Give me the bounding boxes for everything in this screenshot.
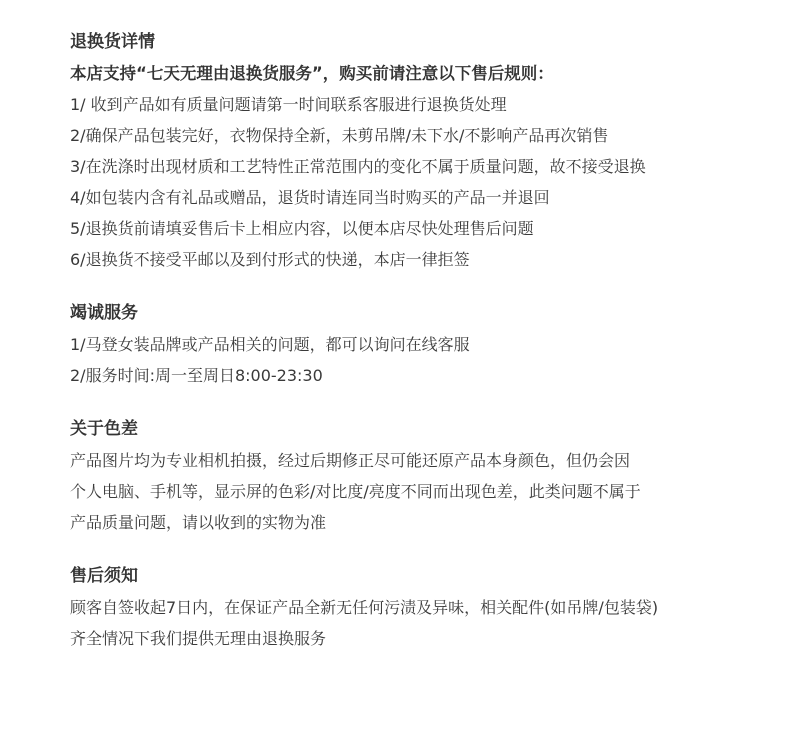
returns-rule-4: 4/如包装内含有礼品或赠品，退货时请连同当时购买的产品一并退回 [70, 188, 550, 207]
returns-section [70, 27, 770, 275]
returns-rule-6: 6/退换货不接受平邮以及到付形式的快递，本店一律拒签 [70, 250, 470, 269]
color-line-3: 产品质量问题，请以收到的实物为准 [70, 513, 327, 532]
aftersale-line-1: 顾客自签收起7日内，在保证产品全新无任何污渍及异味，相关配件(如吊牌/包装袋) [70, 598, 659, 617]
returns-rule-1: 1/ 收到产品如有质量问题请第一时间联系客服进行退换货处理 [70, 95, 507, 114]
service-section [70, 298, 770, 391]
section-spacer [70, 391, 770, 414]
color-line-1: 产品图片均为专业相机拍摄，经过后期修正尽可能还原产品本身颜色，但仍会因 [70, 451, 631, 470]
returns-title: 退换货详情 [70, 32, 155, 52]
returns-rule-5: 5/退换货前请填妥售后卡上相应内容，以便本店尽快处理售后问题 [70, 219, 534, 238]
section-spacer [70, 538, 770, 561]
service-line-1: 1/马登女装品牌或产品相关的问题，都可以询问在线客服 [70, 335, 470, 354]
returns-headline: 本店支持“七天无理由退换货服务”，购买前请注意以下售后规则： [70, 64, 554, 83]
service-title: 竭诚服务 [70, 303, 138, 323]
aftersale-section [70, 561, 770, 654]
policy-document [70, 27, 770, 654]
color-line-2: 个人电脑、手机等，显示屏的色彩/对比度/亮度不同而出现色差，此类问题不属于 [70, 482, 641, 501]
color-section [70, 414, 770, 538]
color-title: 关于色差 [70, 419, 138, 439]
returns-rule-3: 3/在洗涤时出现材质和工艺特性正常范围内的变化不属于质量问题，故不接受退换 [70, 157, 646, 176]
section-spacer [70, 275, 770, 298]
returns-rule-2: 2/确保产品包装完好，衣物保持全新，未剪吊牌/未下水/不影响产品再次销售 [70, 126, 609, 145]
aftersale-line-2: 齐全情况下我们提供无理由退换服务 [70, 629, 327, 648]
aftersale-title: 售后须知 [70, 566, 138, 586]
service-line-2: 2/服务时间:周一至周日8:00-23:30 [70, 366, 323, 385]
